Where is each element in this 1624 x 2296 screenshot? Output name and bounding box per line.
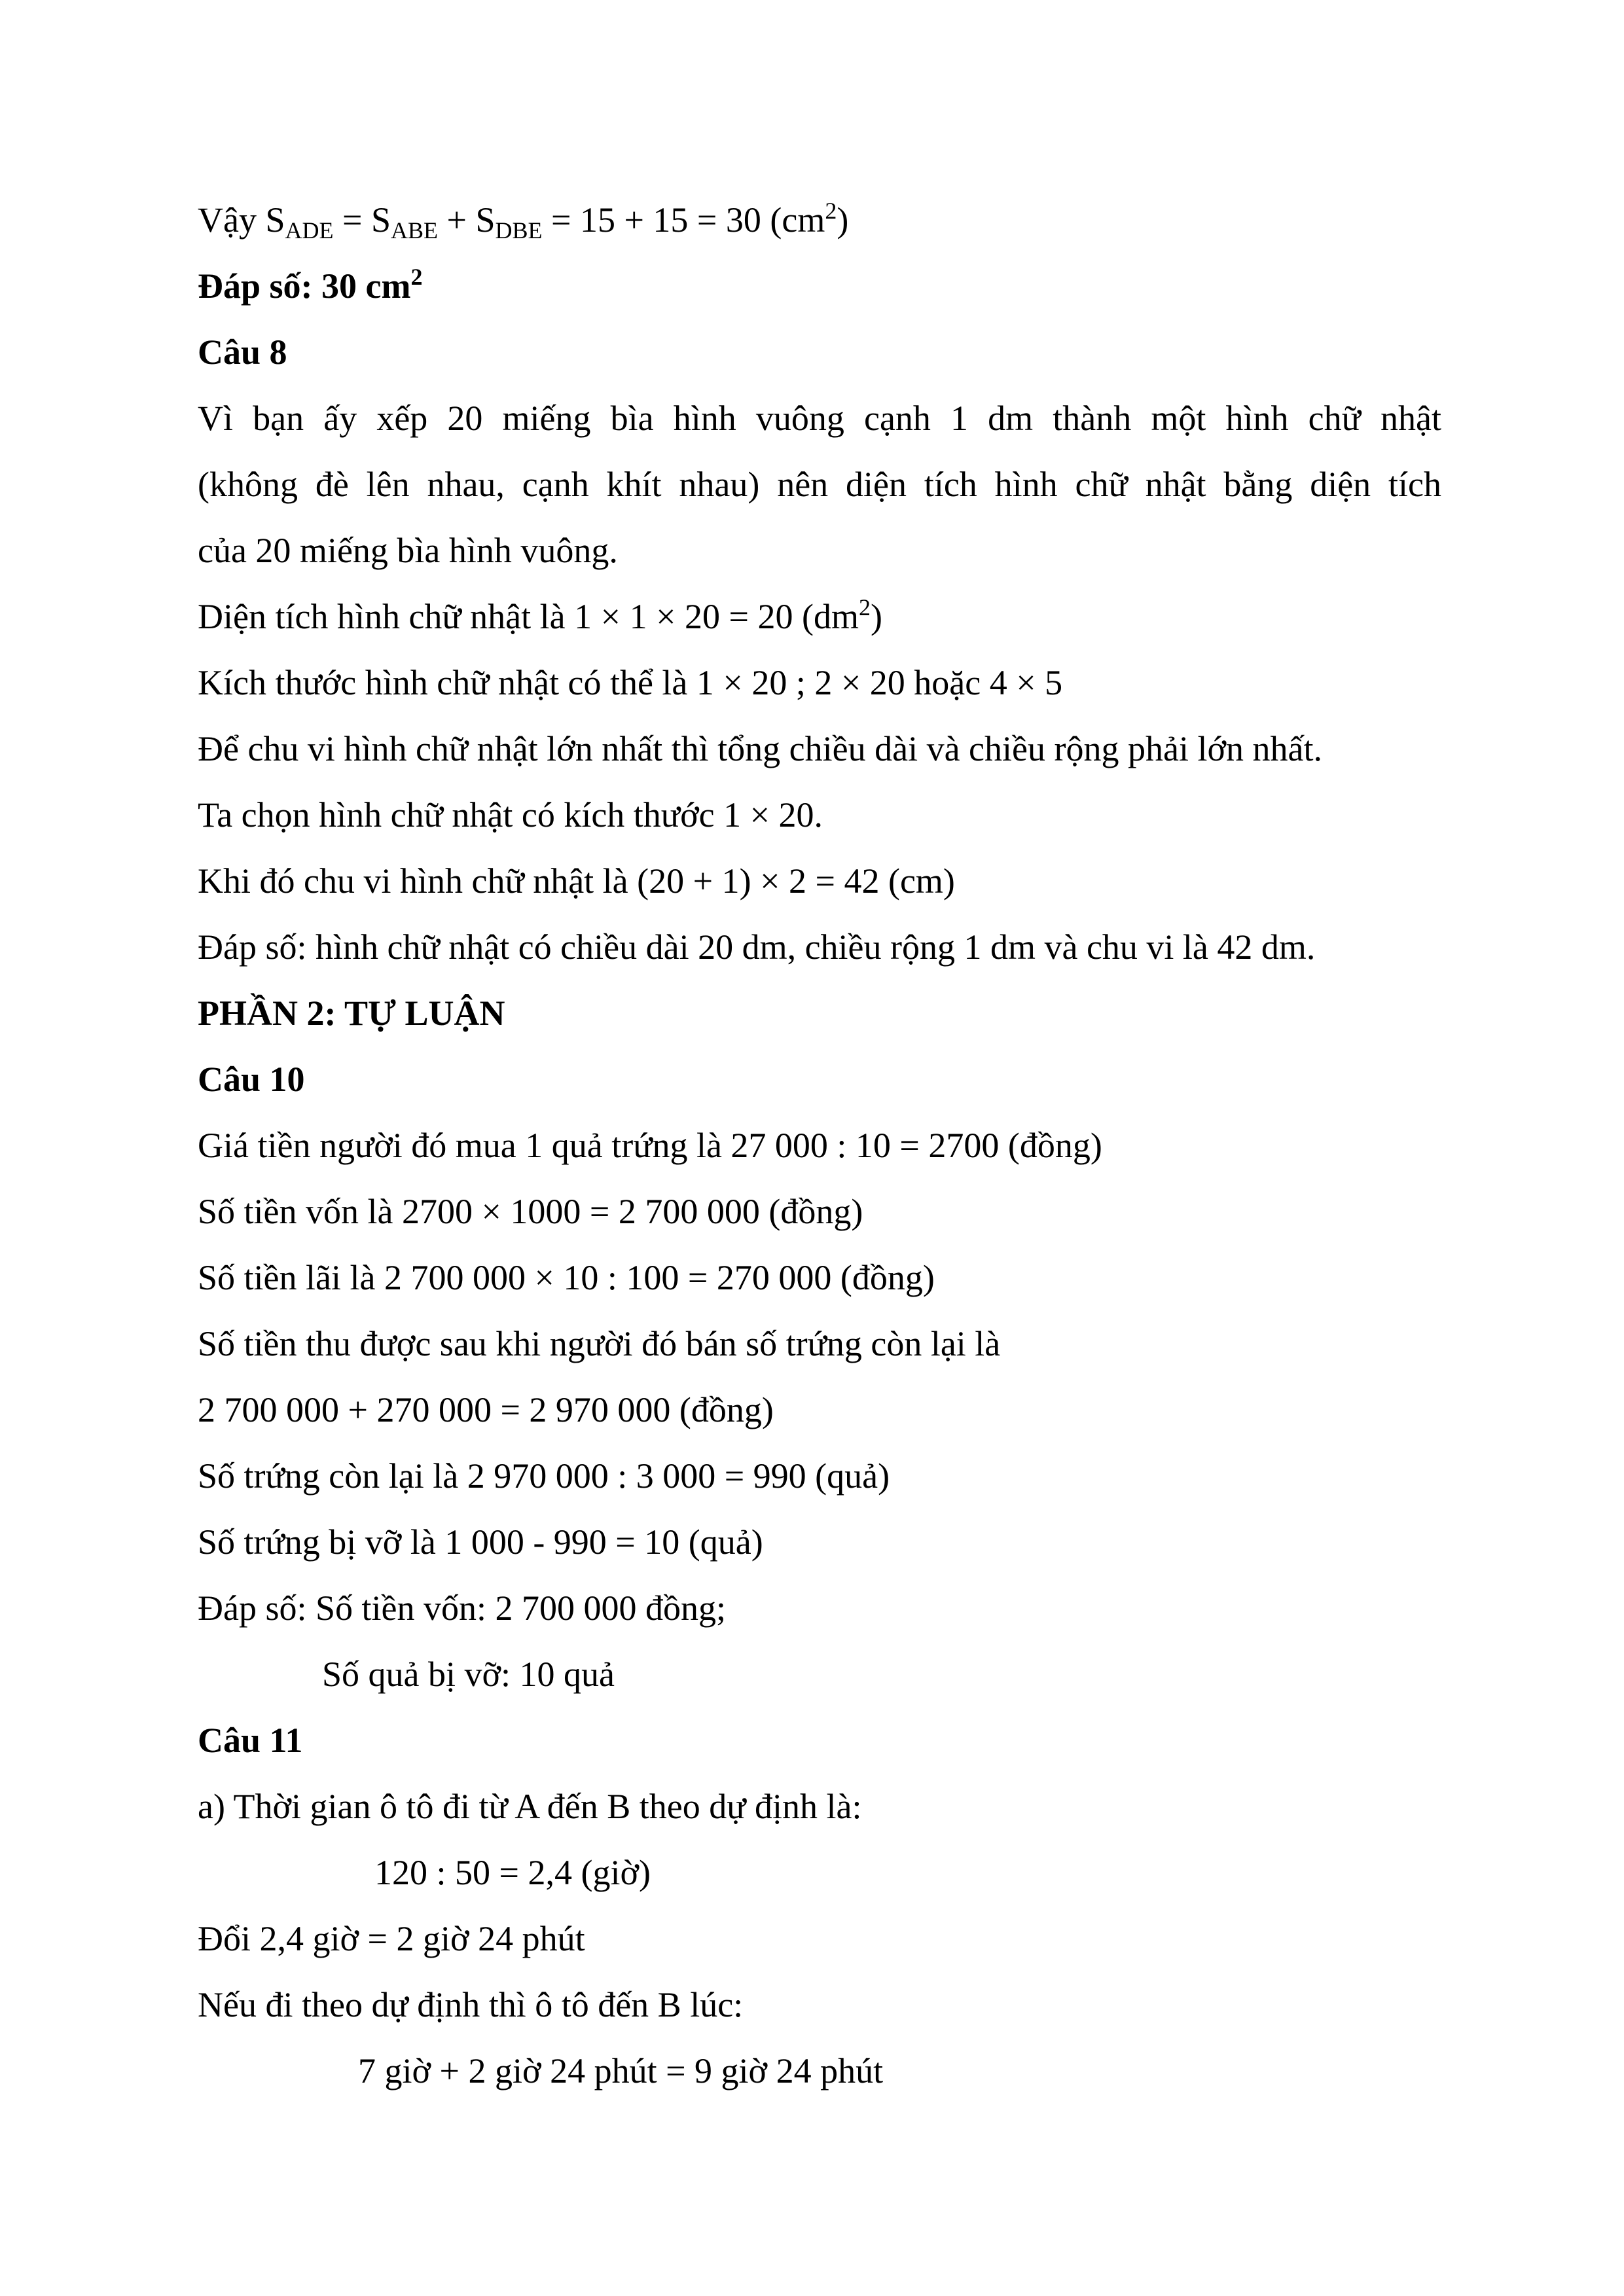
q10-line-6: Số trứng còn lại là 2 970 000 : 3 000 = 990 (quả) [198, 1456, 890, 1496]
area-total-line: Vậy $S_{ADE} = S_{ABE} + S_{DBE} = 15 + 15 = 30$ $(cm^2)$ [198, 198, 849, 243]
answer-q7: Đáp số: 30 $cm^2$ [198, 264, 423, 306]
q8-choose-line: Ta chọn hình chữ nhật có kích thước 1 × 20. [198, 795, 823, 834]
q10-answer-line-1: Đáp số: Số tiền vốn: 2 700 000 đồng; [198, 1588, 726, 1628]
q10-line-4: Số tiền thu được sau khi người đó bán số trứng còn lại là [198, 1324, 1001, 1363]
q8-size-line: Kích thước hình chữ nhật có thể là 1 × 20 ; 2 × 20 hoặc 4 × 5 [198, 663, 1063, 702]
q11-title: Câu 11 [198, 1721, 303, 1760]
q11-line-4: Nếu đi theo dự định thì ô tô đến B lúc: [198, 1985, 744, 2024]
q10-title: Câu 10 [198, 1060, 305, 1099]
q8-paragraph-line-1: Vì bạn ấy xếp 20 miếng bìa hình vuông cạnh 1 dm thành một hình chữ nhật [198, 399, 1441, 438]
q11-line-3: Đổi 2,4 giờ = 2 giờ 24 phút [198, 1919, 585, 1958]
q10-line-3: Số tiền lãi là 2 700 000 × 10 : 100 = 270 000 (đồng) [198, 1258, 935, 1297]
q11-line-1: a) Thời gian ô tô đi từ A đến B theo dự định là: [198, 1787, 862, 1826]
q11-line-2: 120 : 50 = 2,4 (giờ) [374, 1853, 651, 1892]
document-body [198, 187, 1441, 2104]
q10-line-5: 2 700 000 + 270 000 = 2 970 000 (đồng) [198, 1390, 774, 1429]
q11-line-5: 7 giờ + 2 giờ 24 phút = 9 giờ 24 phút [358, 2051, 884, 2090]
q8-paragraph-line-2: (không đè lên nhau, cạnh khít nhau) nên diện tích hình chữ nhật bằng diện tích [198, 465, 1441, 504]
q10-line-2: Số tiền vốn là 2700 × 1000 = 2 700 000 (đồng) [198, 1192, 863, 1231]
q8-perimeter-line: Khi đó chu vi hình chữ nhật là (20 + 1) × 2 = 42 (cm) [198, 861, 955, 901]
part2-title: PHẦN 2: TỰ LUẬN [198, 994, 505, 1033]
q8-paragraph-line-3: của 20 miếng bìa hình vuông. [198, 531, 618, 570]
q8-title: Câu 8 [198, 332, 287, 372]
q8-area-line: Diện tích hình chữ nhật là 1 × 1 × 20 = 20 $(dm^2)$ [198, 594, 882, 636]
q8-perimeter-rule: Để chu vi hình chữ nhật lớn nhất thì tổng chiều dài và chiều rộng phải lớn nhất. [198, 729, 1322, 768]
q10-answer-line-2: Số quả bị vỡ: 10 quả [322, 1655, 615, 1694]
q10-line-7: Số trứng bị vỡ là 1 000 - 990 = 10 (quả) [198, 1522, 763, 1562]
q8-answer: Đáp số: hình chữ nhật có chiều dài 20 dm, chiều rộng 1 dm và chu vi là 42 dm. [198, 927, 1316, 967]
q10-line-1: Giá tiền người đó mua 1 quả trứng là 27 000 : 10 = 2700 (đồng) [198, 1126, 1102, 1165]
